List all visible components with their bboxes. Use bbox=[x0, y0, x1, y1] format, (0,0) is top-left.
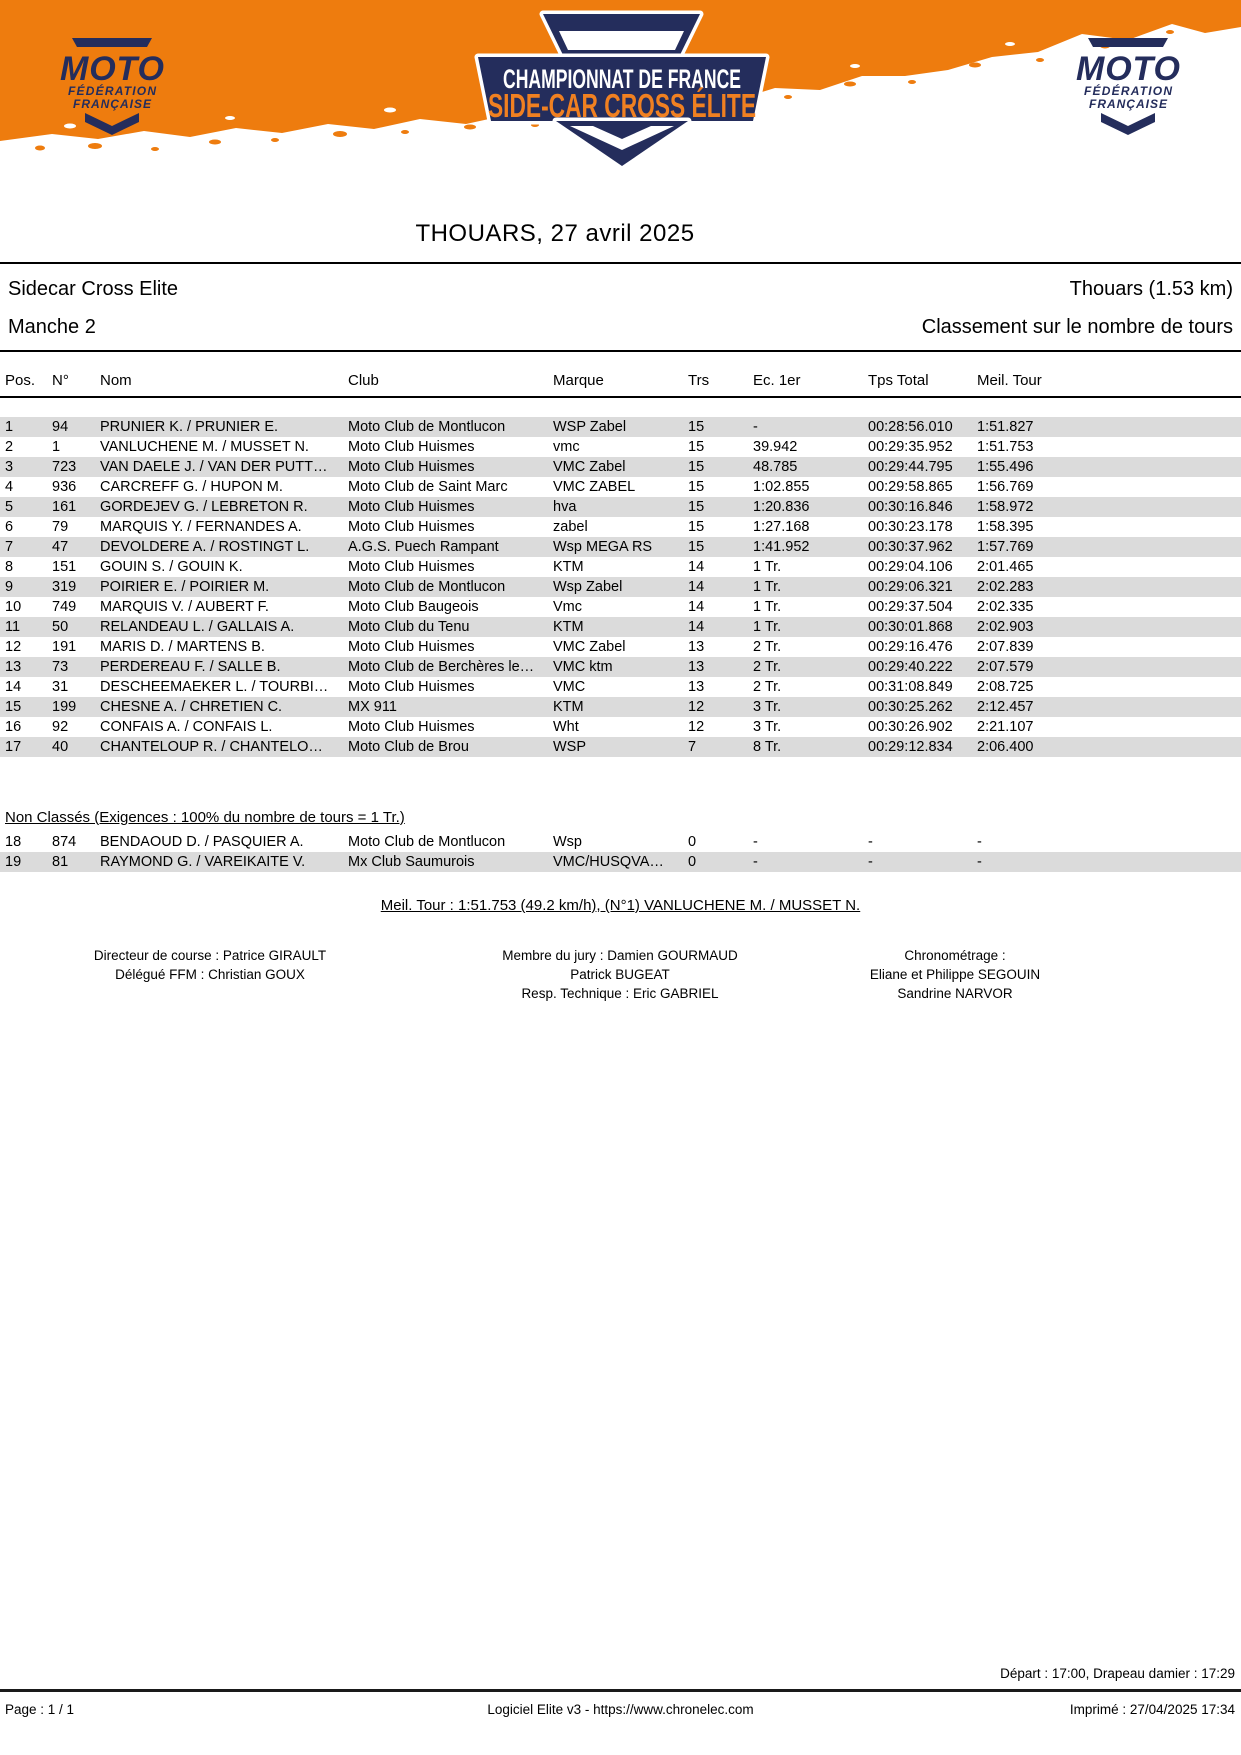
table-row bbox=[0, 477, 1241, 497]
pos-cell: 4 bbox=[5, 479, 14, 495]
total-time-cell: 00:29:16.476 bbox=[868, 639, 953, 655]
marque-cell: Wsp bbox=[553, 834, 582, 850]
official-line: Resp. Technique : Eric GABRIEL bbox=[521, 986, 719, 1001]
total-time-cell: 00:29:44.795 bbox=[868, 459, 953, 475]
marque-cell: VMC Zabel bbox=[553, 459, 626, 475]
table-row bbox=[0, 437, 1241, 457]
club-cell: Moto Club de Brou bbox=[348, 739, 469, 755]
header-banner bbox=[0, 0, 1241, 175]
marque-cell: zabel bbox=[553, 519, 588, 535]
official-line: Sandrine NARVOR bbox=[897, 986, 1013, 1001]
club-cell: Moto Club de Saint Marc bbox=[348, 479, 508, 495]
pos-cell: 17 bbox=[5, 739, 22, 755]
best-lap-cell: 1:56.769 bbox=[977, 479, 1034, 495]
marque-cell: VMC Zabel bbox=[553, 639, 626, 655]
number-cell: 47 bbox=[52, 539, 69, 555]
marque-cell: VMC ktm bbox=[553, 659, 613, 675]
total-time-cell: 00:28:56.010 bbox=[868, 419, 953, 435]
club-cell: A.G.S. Puech Rampant bbox=[348, 539, 499, 555]
ffm-logo-francaise-text: FRANÇAISE bbox=[73, 97, 151, 111]
gap-cell: 1 Tr. bbox=[753, 559, 782, 575]
non-classes-rows bbox=[0, 832, 1241, 872]
header-number: N° bbox=[52, 372, 69, 389]
gap-cell: 2 Tr. bbox=[753, 639, 782, 655]
pos-cell: 8 bbox=[5, 559, 14, 575]
laps-cell: 12 bbox=[688, 699, 705, 715]
pos-cell: 7 bbox=[5, 539, 14, 555]
ffm-logo-moto-text: MOTO bbox=[1076, 50, 1180, 88]
info-line-1 bbox=[8, 270, 1233, 308]
schedule-line: Départ : 17:00, Drapeau damier : 17:29 bbox=[1000, 1666, 1235, 1681]
club-cell: Moto Club Huismes bbox=[348, 639, 475, 655]
table-row bbox=[0, 737, 1241, 757]
laps-cell: 13 bbox=[688, 659, 705, 675]
number-cell: 79 bbox=[52, 519, 69, 535]
total-time-cell: - bbox=[868, 854, 873, 870]
badge-crown-stripe bbox=[559, 31, 684, 50]
best-lap-cell: 2:21.107 bbox=[977, 719, 1034, 735]
number-cell: 50 bbox=[52, 619, 69, 635]
marque-cell: WSP bbox=[553, 739, 587, 755]
pos-cell: 13 bbox=[5, 659, 22, 675]
total-time-cell: 00:30:26.902 bbox=[868, 719, 953, 735]
laps-cell: 13 bbox=[688, 679, 705, 695]
number-cell: 191 bbox=[52, 639, 77, 655]
laps-cell: 13 bbox=[688, 639, 705, 655]
pos-cell: 16 bbox=[5, 719, 22, 735]
best-lap-cell: 1:55.496 bbox=[977, 459, 1034, 475]
pos-cell: 1 bbox=[5, 419, 14, 435]
gap-cell: 39.942 bbox=[753, 439, 798, 455]
table-row bbox=[0, 557, 1241, 577]
best-lap-cell: 2:02.335 bbox=[977, 599, 1034, 615]
total-time-cell: 00:29:06.321 bbox=[868, 579, 953, 595]
page-indicator: Page : 1 / 1 bbox=[5, 1702, 75, 1717]
pos-cell: 11 bbox=[5, 619, 21, 635]
laps-cell: 15 bbox=[688, 439, 705, 455]
laps-cell: 7 bbox=[688, 739, 697, 755]
gap-cell: 1 Tr. bbox=[753, 599, 782, 615]
marque-cell: KTM bbox=[553, 699, 584, 715]
header-total-time: Tps Total bbox=[868, 372, 929, 389]
club-cell: Moto Club Huismes bbox=[348, 499, 475, 515]
marque-cell: hva bbox=[553, 499, 577, 515]
badge-title-line2: SIDE-CAR CROSS ÉLITE bbox=[488, 87, 756, 124]
table-row bbox=[0, 597, 1241, 617]
laps-cell: 15 bbox=[688, 419, 705, 435]
ffm-logo-federation-text: FÉDÉRATION bbox=[68, 84, 156, 98]
table-row bbox=[0, 677, 1241, 697]
badge-title-line1: CHAMPIONNAT DE FRANCE bbox=[503, 64, 741, 94]
pos-cell: 10 bbox=[5, 599, 22, 615]
gap-cell: 2 Tr. bbox=[753, 679, 782, 695]
ffm-logo-francaise-text: FRANÇAISE bbox=[1089, 97, 1167, 111]
total-time-cell: 00:30:01.868 bbox=[868, 619, 953, 635]
event-title: THOUARS, 27 avril 2025 bbox=[415, 220, 695, 247]
laps-cell: 14 bbox=[688, 579, 705, 595]
pos-cell: 5 bbox=[5, 499, 14, 515]
footer-rule bbox=[0, 1689, 1241, 1692]
gap-cell: 3 Tr. bbox=[753, 699, 782, 715]
table-row bbox=[0, 497, 1241, 517]
club-cell: Moto Club Huismes bbox=[348, 679, 475, 695]
non-classes-label: Non Classés (Exigences : 100% du nombre de tours = 1 Tr.) bbox=[5, 809, 405, 826]
best-lap-cell: - bbox=[977, 834, 982, 850]
best-lap-cell: 2:02.903 bbox=[977, 619, 1034, 635]
number-cell: 319 bbox=[52, 579, 77, 595]
pos-cell: 19 bbox=[5, 854, 22, 870]
number-cell: 749 bbox=[52, 599, 77, 615]
pos-cell: 14 bbox=[5, 679, 22, 695]
ffm-logo-chevron bbox=[1101, 113, 1155, 135]
heat-label: Manche 2 bbox=[8, 316, 96, 338]
ranking-label: Classement sur le nombre de tours bbox=[921, 316, 1233, 338]
ffm-logo-right bbox=[1076, 38, 1180, 135]
number-cell: 874 bbox=[52, 834, 77, 850]
best-lap-cell: 2:07.839 bbox=[977, 639, 1034, 655]
club-cell: Moto Club Huismes bbox=[348, 519, 475, 535]
laps-cell: 15 bbox=[688, 499, 705, 515]
number-cell: 1 bbox=[52, 439, 61, 455]
ffm-logo-moto-text: MOTO bbox=[60, 50, 164, 88]
gap-cell: 1:27.168 bbox=[753, 519, 810, 535]
marque-cell: WSP Zabel bbox=[553, 419, 627, 435]
name-cell: CONFAIS A. / CONFAIS L. bbox=[100, 719, 273, 735]
marque-cell: VMC ZABEL bbox=[553, 479, 636, 495]
total-time-cell: 00:29:37.504 bbox=[868, 599, 953, 615]
gap-cell: 1 Tr. bbox=[753, 619, 782, 635]
marque-cell: Wsp MEGA RS bbox=[553, 539, 653, 555]
laps-cell: 15 bbox=[688, 479, 705, 495]
number-cell: 151 bbox=[52, 559, 77, 575]
ffm-logo-top-bar bbox=[72, 38, 152, 47]
header-gap: Ec. 1er bbox=[753, 372, 801, 389]
total-time-cell: 00:29:35.952 bbox=[868, 439, 953, 455]
pos-cell: 3 bbox=[5, 459, 14, 475]
header-marque: Marque bbox=[553, 372, 604, 389]
pos-cell: 2 bbox=[5, 439, 14, 455]
table-row bbox=[0, 697, 1241, 717]
official-line: Membre du jury : Damien GOURMAUD bbox=[502, 948, 738, 963]
track-label: Thouars (1.53 km) bbox=[1069, 278, 1233, 300]
club-cell: Moto Club Baugeois bbox=[348, 599, 479, 615]
best-lap-cell: 1:58.972 bbox=[977, 499, 1034, 515]
best-lap-cell: 2:08.725 bbox=[977, 679, 1034, 695]
gap-cell: 2 Tr. bbox=[753, 659, 782, 675]
pos-cell: 18 bbox=[5, 834, 22, 850]
best-lap-cell: 1:51.827 bbox=[977, 419, 1034, 435]
best-lap-cell: 1:51.753 bbox=[977, 439, 1034, 455]
number-cell: 73 bbox=[52, 659, 69, 675]
name-cell: PERDEREAU F. / SALLE B. bbox=[100, 659, 281, 675]
club-cell: Moto Club de Montlucon bbox=[348, 419, 506, 435]
best-lap-cell: 1:58.395 bbox=[977, 519, 1034, 535]
total-time-cell: 00:29:04.106 bbox=[868, 559, 953, 575]
marque-cell: vmc bbox=[553, 439, 580, 455]
info-line-2 bbox=[8, 308, 1233, 346]
laps-cell: 15 bbox=[688, 519, 705, 535]
club-cell: Moto Club de Montlucon bbox=[348, 579, 506, 595]
marque-cell: Wht bbox=[553, 719, 579, 735]
laps-cell: 14 bbox=[688, 619, 705, 635]
table-row bbox=[0, 657, 1241, 677]
number-cell: 936 bbox=[52, 479, 77, 495]
club-cell: Mx Club Saumurois bbox=[348, 854, 475, 870]
official-line: Eliane et Philippe SEGOUIN bbox=[869, 967, 1041, 982]
best-lap-line: Meil. Tour : 1:51.753 (49.2 km/h), (N°1) VANLUCHENE M. / MUSSET N. bbox=[380, 897, 861, 914]
table-row bbox=[0, 517, 1241, 537]
header-name: Nom bbox=[100, 372, 132, 389]
total-time-cell: 00:30:23.178 bbox=[868, 519, 953, 535]
best-lap-cell: 1:57.769 bbox=[977, 539, 1034, 555]
marque-cell: VMC bbox=[553, 679, 586, 695]
club-cell: Moto Club Huismes bbox=[348, 439, 475, 455]
laps-cell: 0 bbox=[688, 834, 697, 850]
name-cell: CHESNE A. / CHRETIEN C. bbox=[100, 699, 283, 715]
pos-cell: 15 bbox=[5, 699, 22, 715]
category-label: Sidecar Cross Elite bbox=[8, 278, 179, 300]
name-cell: VAN DAELE J. / VAN DER PUTT… bbox=[100, 459, 328, 475]
total-time-cell: 00:29:12.834 bbox=[868, 739, 953, 755]
ffm-logo-top-bar bbox=[1088, 38, 1168, 47]
table-row bbox=[0, 717, 1241, 737]
table-row bbox=[0, 417, 1241, 437]
number-cell: 723 bbox=[52, 459, 77, 475]
club-cell: Moto Club Huismes bbox=[348, 719, 475, 735]
header-best-lap: Meil. Tour bbox=[977, 372, 1042, 389]
gap-cell: - bbox=[753, 419, 758, 435]
club-cell: Moto Club Huismes bbox=[348, 559, 475, 575]
header-pos: Pos. bbox=[5, 372, 36, 389]
number-cell: 81 bbox=[52, 854, 69, 870]
total-time-cell: 00:29:58.865 bbox=[868, 479, 953, 495]
number-cell: 94 bbox=[52, 419, 69, 435]
name-cell: POIRIER E. / POIRIER M. bbox=[100, 579, 270, 595]
official-line: Directeur de course : Patrice GIRAULT bbox=[93, 948, 327, 963]
total-time-cell: 00:29:40.222 bbox=[868, 659, 953, 675]
table-row bbox=[0, 852, 1241, 872]
name-cell: RAYMOND G. / VAREIKAITE V. bbox=[100, 854, 306, 870]
club-cell: Moto Club du Tenu bbox=[348, 619, 470, 635]
name-cell: DEVOLDERE A. / ROSTINGT L. bbox=[100, 539, 310, 555]
official-line: Délégué FFM : Christian GOUX bbox=[115, 967, 305, 982]
best-lap-cell: 2:01.465 bbox=[977, 559, 1034, 575]
name-cell: GORDEJEV G. / LEBRETON R. bbox=[100, 499, 308, 515]
best-lap-cell: - bbox=[977, 854, 982, 870]
officials-col-1 bbox=[0, 946, 420, 984]
table-row bbox=[0, 537, 1241, 557]
gap-cell: 3 Tr. bbox=[753, 719, 782, 735]
number-cell: 31 bbox=[52, 679, 69, 695]
laps-cell: 14 bbox=[688, 559, 705, 575]
marque-cell: VMC/HUSQVA… bbox=[553, 854, 664, 870]
best-lap-cell: 2:02.283 bbox=[977, 579, 1034, 595]
name-cell: DESCHEEMAEKER L. / TOURBI… bbox=[100, 679, 329, 695]
name-cell: VANLUCHENE M. / MUSSET N. bbox=[100, 439, 309, 455]
club-cell: MX 911 bbox=[348, 699, 397, 715]
number-cell: 40 bbox=[52, 739, 69, 755]
name-cell: CHANTELOUP R. / CHANTELO… bbox=[100, 739, 323, 755]
name-cell: PRUNIER K. / PRUNIER E. bbox=[100, 419, 279, 435]
marque-cell: KTM bbox=[553, 559, 584, 575]
gap-cell: 1:20.836 bbox=[753, 499, 810, 515]
info-block bbox=[0, 262, 1241, 352]
name-cell: MARQUIS V. / AUBERT F. bbox=[100, 599, 269, 615]
gap-cell: 1 Tr. bbox=[753, 579, 782, 595]
official-line: Chronométrage : bbox=[904, 948, 1006, 963]
name-cell: CARCREFF G. / HUPON M. bbox=[100, 479, 283, 495]
pos-cell: 9 bbox=[5, 579, 14, 595]
software-credit: Logiciel Elite v3 - https://www.chronelec.com bbox=[487, 1702, 754, 1717]
results-rows bbox=[0, 417, 1241, 757]
number-cell: 161 bbox=[52, 499, 77, 515]
official-line: Patrick BUGEAT bbox=[570, 967, 670, 982]
pos-cell: 12 bbox=[5, 639, 22, 655]
laps-cell: 15 bbox=[688, 539, 705, 555]
laps-cell: 14 bbox=[688, 599, 705, 615]
table-row bbox=[0, 832, 1241, 852]
club-cell: Moto Club de Montlucon bbox=[348, 834, 506, 850]
officials-col-3 bbox=[745, 946, 1165, 1003]
total-time-cell: 00:31:08.849 bbox=[868, 679, 953, 695]
pos-cell: 6 bbox=[5, 519, 14, 535]
total-time-cell: - bbox=[868, 834, 873, 850]
marque-cell: Wsp Zabel bbox=[553, 579, 623, 595]
table-row bbox=[0, 617, 1241, 637]
header-laps: Trs bbox=[688, 372, 710, 389]
total-time-cell: 00:30:37.962 bbox=[868, 539, 953, 555]
laps-cell: 12 bbox=[688, 719, 705, 735]
total-time-cell: 00:30:25.262 bbox=[868, 699, 953, 715]
name-cell: GOUIN S. / GOUIN K. bbox=[100, 559, 243, 575]
gap-cell: - bbox=[753, 834, 758, 850]
results-table-header bbox=[0, 372, 1241, 398]
laps-cell: 15 bbox=[688, 459, 705, 475]
club-cell: Moto Club de Berchères le… bbox=[348, 659, 535, 675]
name-cell: BENDAOUD D. / PASQUIER A. bbox=[100, 834, 304, 850]
number-cell: 199 bbox=[52, 699, 77, 715]
table-row bbox=[0, 457, 1241, 477]
marque-cell: KTM bbox=[553, 619, 584, 635]
gap-cell: 8 Tr. bbox=[753, 739, 782, 755]
number-cell: 92 bbox=[52, 719, 69, 735]
best-lap-cell: 2:07.579 bbox=[977, 659, 1034, 675]
gap-cell: 48.785 bbox=[753, 459, 798, 475]
printed-timestamp: Imprimé : 27/04/2025 17:34 bbox=[1069, 1702, 1235, 1717]
name-cell: MARQUIS Y. / FERNANDES A. bbox=[100, 519, 302, 535]
best-lap-cell: 2:06.400 bbox=[977, 739, 1034, 755]
table-row bbox=[0, 577, 1241, 597]
total-time-cell: 00:30:16.846 bbox=[868, 499, 953, 515]
club-cell: Moto Club Huismes bbox=[348, 459, 475, 475]
ffm-logo-federation-text: FÉDÉRATION bbox=[1084, 84, 1172, 98]
table-row bbox=[0, 637, 1241, 657]
name-cell: RELANDEAU L. / GALLAIS A. bbox=[100, 619, 295, 635]
header-club: Club bbox=[348, 372, 379, 389]
name-cell: MARIS D. / MARTENS B. bbox=[100, 639, 265, 655]
gap-cell: - bbox=[753, 854, 758, 870]
marque-cell: Vmc bbox=[553, 599, 582, 615]
gap-cell: 1:02.855 bbox=[753, 479, 810, 495]
gap-cell: 1:41.952 bbox=[753, 539, 810, 555]
best-lap-cell: 2:12.457 bbox=[977, 699, 1034, 715]
laps-cell: 0 bbox=[688, 854, 697, 870]
